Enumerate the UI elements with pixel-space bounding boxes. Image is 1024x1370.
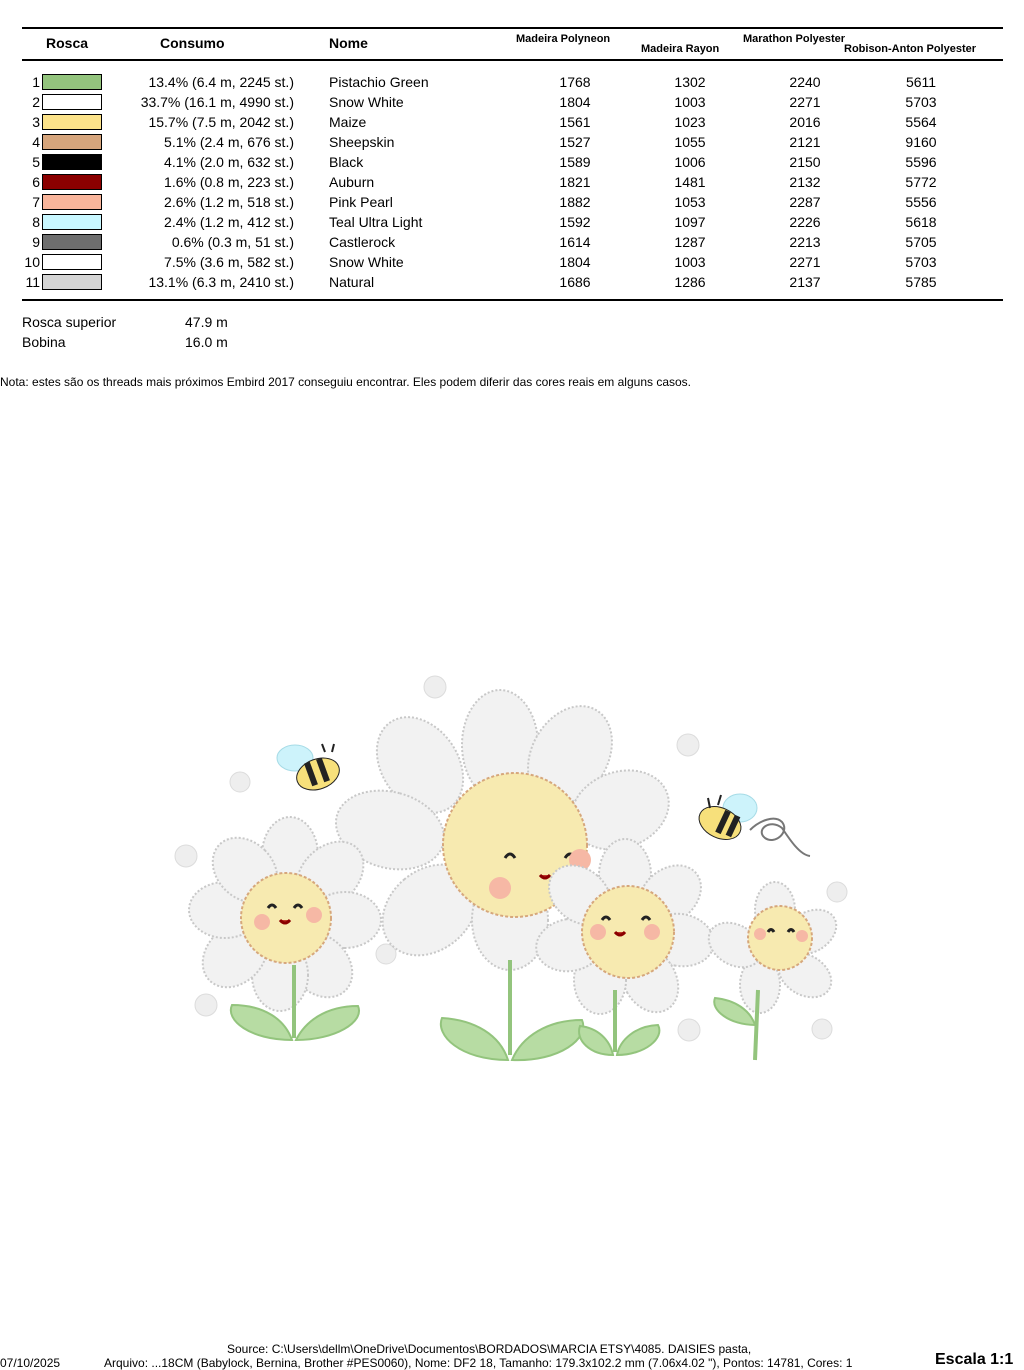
header-nome: Nome	[329, 35, 368, 51]
marathon-polyester-code: 2240	[789, 74, 821, 90]
consumption-value: 13.1% (6.3 m, 2410 st.)	[148, 274, 294, 290]
marathon-polyester-code: 2213	[789, 234, 821, 250]
scale-label: Escala 1:1	[935, 1351, 1014, 1368]
robison-anton-code: 5703	[905, 94, 937, 110]
row-number: 10	[24, 254, 40, 270]
marathon-polyester-code: 2121	[789, 134, 821, 150]
madeira-rayon-code: 1053	[674, 194, 706, 210]
header-madeira-polyneon: Madeira Polyneon	[516, 33, 611, 45]
madeira-polyneon-code: 1527	[559, 134, 591, 150]
row-number: 4	[32, 134, 40, 150]
row-number: 2	[32, 94, 40, 110]
marathon-polyester-code: 2271	[789, 254, 821, 270]
madeira-polyneon-code: 1589	[559, 154, 591, 170]
madeira-rayon-code: 1302	[674, 74, 706, 90]
color-swatch	[42, 214, 102, 230]
note-text: Nota: estes são os threads mais próximos Embird 2017 conseguiu encontrar. Eles podem diferir das cores reais em alguns casos.	[0, 375, 692, 389]
header-consumo: Consumo	[160, 35, 225, 51]
thread-name: Sheepskin	[329, 134, 395, 150]
consumption-value: 33.7% (16.1 m, 4990 st.)	[140, 94, 294, 110]
row-number: 3	[32, 114, 40, 130]
madeira-polyneon-code: 1592	[559, 214, 591, 230]
madeira-polyneon-code: 1686	[559, 274, 591, 290]
marathon-polyester-code: 2137	[789, 274, 821, 290]
thread-name: Natural	[329, 274, 375, 290]
consumption-value: 2.6% (1.2 m, 518 st.)	[164, 194, 294, 210]
header-rosca: Rosca	[46, 35, 89, 51]
consumption-value: 5.1% (2.4 m, 676 st.)	[164, 134, 294, 150]
color-swatch	[42, 134, 102, 150]
row-number: 6	[32, 174, 40, 190]
leaves	[231, 998, 755, 1060]
color-swatch	[42, 254, 102, 270]
robison-anton-code: 5596	[905, 154, 937, 170]
thread-name: Pink Pearl	[329, 194, 393, 210]
madeira-polyneon-code: 1768	[559, 74, 591, 90]
marathon-polyester-code: 2132	[789, 174, 821, 190]
madeira-rayon-code: 1003	[674, 254, 706, 270]
consumption-value: 4.1% (2.0 m, 632 st.)	[164, 154, 294, 170]
header-robison-anton-polyester: Robison-Anton Polyester	[844, 43, 977, 55]
print-date: 07/10/2025	[0, 1356, 61, 1370]
marathon-polyester-code: 2287	[789, 194, 821, 210]
madeira-polyneon-code: 1614	[559, 234, 591, 250]
thread-name: Teal Ultra Light	[329, 214, 423, 230]
consumption-value: 15.7% (7.5 m, 2042 st.)	[148, 114, 294, 130]
thread-name: Auburn	[329, 174, 375, 190]
thread-name: Maize	[329, 114, 367, 130]
thread-name: Castlerock	[329, 234, 396, 250]
color-swatch	[42, 94, 102, 110]
robison-anton-code: 5556	[905, 194, 937, 210]
color-swatch	[42, 174, 102, 190]
consumption-value: 2.4% (1.2 m, 412 st.)	[164, 214, 294, 230]
source-path: Source: C:\Users\dellm\OneDrive\Documentos\BORDADOS\MARCIA ETSY\4085. DAISIES pasta,	[227, 1342, 752, 1356]
bee-left	[277, 744, 344, 796]
madeira-rayon-code: 1286	[674, 274, 706, 290]
embroidery-design-preview	[170, 670, 860, 1070]
thread-name: Pistachio Green	[329, 74, 429, 90]
marathon-polyester-code: 2016	[789, 114, 821, 130]
header-bottom-rule	[22, 59, 1003, 61]
consumption-value: 1.6% (0.8 m, 223 st.)	[164, 174, 294, 190]
color-swatch	[42, 114, 102, 130]
madeira-polyneon-code: 1561	[559, 114, 591, 130]
marathon-polyester-code: 2226	[789, 214, 821, 230]
thread-name: Snow White	[329, 94, 404, 110]
color-swatch	[42, 74, 102, 90]
madeira-rayon-code: 1006	[674, 154, 706, 170]
upper-thread-label: Rosca superior	[22, 314, 117, 330]
row-number: 9	[32, 234, 40, 250]
bobbin-label: Bobina	[22, 334, 66, 350]
madeira-polyneon-code: 1821	[559, 174, 591, 190]
header-marathon-polyester: Marathon Polyester	[743, 33, 846, 45]
madeira-rayon-code: 1287	[674, 234, 706, 250]
madeira-polyneon-code: 1804	[559, 254, 591, 270]
robison-anton-code: 5564	[905, 114, 937, 130]
bobbin-value: 16.0 m	[185, 334, 228, 350]
robison-anton-code: 5703	[905, 254, 937, 270]
table-bottom-rule	[22, 299, 1003, 301]
marathon-polyester-code: 2150	[789, 154, 821, 170]
upper-thread-value: 47.9 m	[185, 314, 228, 330]
madeira-rayon-code: 1055	[674, 134, 706, 150]
robison-anton-code: 5772	[905, 174, 937, 190]
thread-name: Black	[329, 154, 364, 170]
thread-name: Snow White	[329, 254, 404, 270]
madeira-rayon-code: 1481	[674, 174, 706, 190]
consumption-value: 13.4% (6.4 m, 2245 st.)	[148, 74, 294, 90]
header-madeira-rayon: Madeira Rayon	[641, 43, 720, 55]
marathon-polyester-code: 2271	[789, 94, 821, 110]
robison-anton-code: 5611	[905, 74, 937, 90]
row-number: 1	[32, 74, 40, 90]
consumption-value: 0.6% (0.3 m, 51 st.)	[171, 234, 294, 250]
bee-right	[694, 794, 810, 856]
robison-anton-code: 5785	[905, 274, 937, 290]
madeira-rayon-code: 1003	[674, 94, 706, 110]
madeira-rayon-code: 1023	[674, 114, 706, 130]
row-number: 11	[25, 274, 40, 290]
consumption-value: 7.5% (3.6 m, 582 st.)	[164, 254, 294, 270]
robison-anton-code: 5618	[905, 214, 937, 230]
row-number: 7	[32, 194, 40, 210]
robison-anton-code: 5705	[905, 234, 937, 250]
header-top-rule	[22, 27, 1003, 29]
robison-anton-code: 9160	[905, 134, 937, 150]
madeira-rayon-code: 1097	[674, 214, 706, 230]
row-number: 5	[32, 154, 40, 170]
color-swatch	[42, 274, 102, 290]
color-swatch	[42, 154, 102, 170]
color-swatch	[42, 234, 102, 250]
file-info: Arquivo: ...18CM (Babylock, Bernina, Brother #PES0060), Nome: DF2 18, Tamanho: 179.3x102.2 mm (7.06x4.02 "), Pontos: 14781, Cores: 1	[104, 1356, 853, 1370]
color-swatch	[42, 194, 102, 210]
madeira-polyneon-code: 1882	[559, 194, 591, 210]
madeira-polyneon-code: 1804	[559, 94, 591, 110]
row-number: 8	[32, 214, 40, 230]
